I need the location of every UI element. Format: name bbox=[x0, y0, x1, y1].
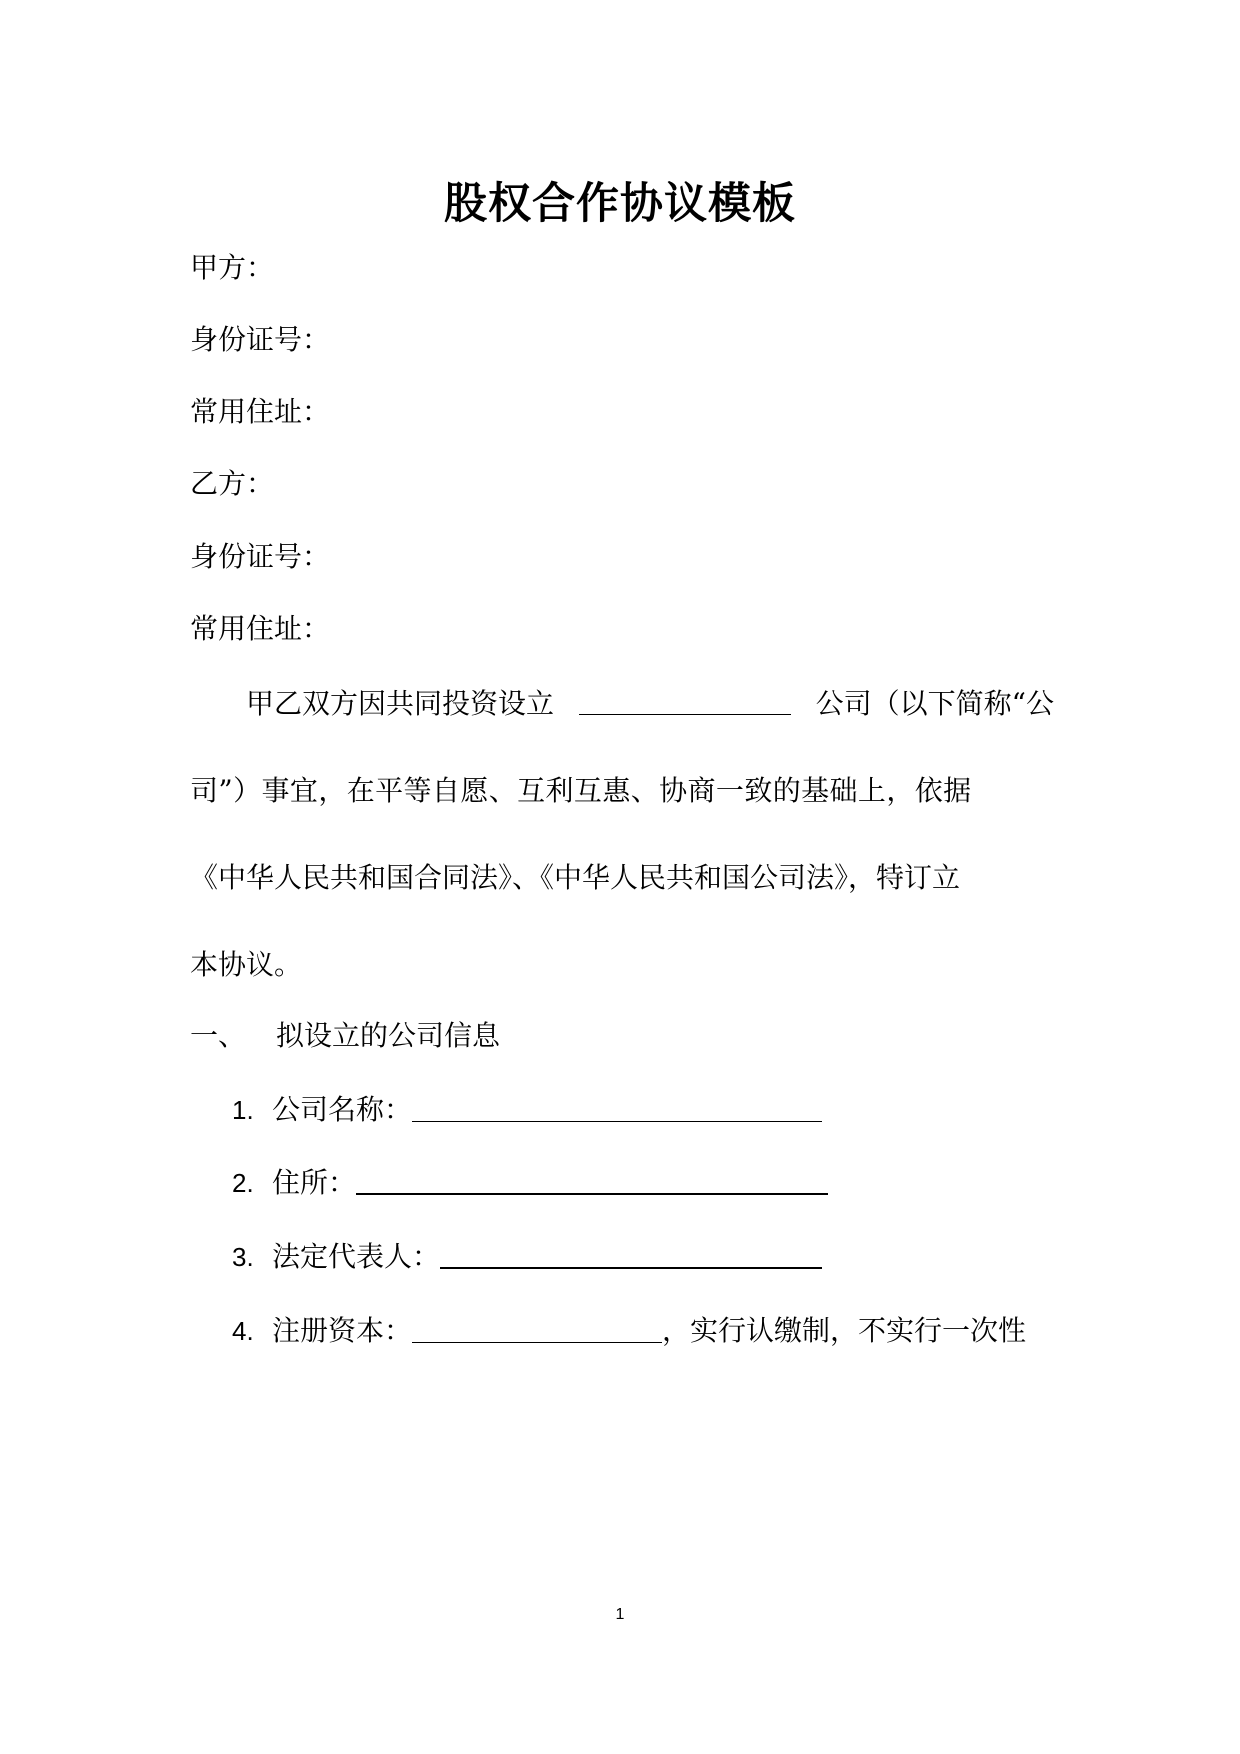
preamble-line-3 bbox=[190, 858, 1054, 898]
company-name-blank bbox=[579, 684, 791, 715]
party-b-id-label: 身份证号： bbox=[190, 540, 331, 573]
item-number: 3. bbox=[232, 1242, 254, 1272]
company-info-item-2 bbox=[232, 1163, 828, 1203]
preamble-line-3-text: 《中华人民共和国合同法》、《中华人民共和国公司法》，特订立 bbox=[190, 861, 961, 894]
page-number: 1 bbox=[615, 1606, 625, 1623]
preamble-line-1 bbox=[190, 684, 1054, 724]
company-info-item-3 bbox=[232, 1237, 822, 1277]
preamble-line-4-text: 本协议。 bbox=[190, 948, 303, 981]
company-info-item-1 bbox=[232, 1090, 822, 1130]
company-name-field-line bbox=[412, 1121, 822, 1122]
preamble-line-1-start: 甲乙双方因共同投资设立 bbox=[246, 687, 555, 720]
address-field-line bbox=[356, 1193, 828, 1195]
item-number: 2. bbox=[232, 1168, 254, 1198]
item-label: 公司名称： bbox=[272, 1093, 413, 1126]
party-a-label: 甲方： bbox=[190, 251, 275, 284]
document-title: 股权合作协议模板 bbox=[444, 179, 796, 229]
item-label: 住所： bbox=[272, 1166, 357, 1199]
item-label: 法定代表人： bbox=[272, 1240, 441, 1273]
section-1-heading bbox=[190, 1016, 500, 1056]
registered-capital-field-line bbox=[412, 1342, 662, 1343]
section-1-number: 一、 bbox=[190, 1019, 247, 1052]
section-1-title: 拟设立的公司信息 bbox=[276, 1019, 501, 1052]
party-a-id-label: 身份证号： bbox=[190, 323, 331, 356]
party-b-label: 乙方： bbox=[190, 467, 275, 500]
preamble-line-2 bbox=[190, 771, 1054, 811]
item-suffix: ，实行认缴制，不实行一次性 bbox=[662, 1314, 1027, 1347]
item-number: 1. bbox=[232, 1095, 254, 1125]
party-a-address-label: 常用住址： bbox=[190, 395, 331, 428]
preamble-line-2-text: 司”）事宜，在平等自愿、互利互惠、协商一致的基础上，依据 bbox=[190, 774, 972, 807]
company-info-item-4 bbox=[232, 1311, 1026, 1351]
preamble-line-4 bbox=[190, 945, 1054, 985]
item-label: 注册资本： bbox=[272, 1314, 413, 1347]
party-b-address-label: 常用住址： bbox=[190, 612, 331, 645]
item-number: 4. bbox=[232, 1316, 254, 1346]
preamble-line-1-end: 公司（以下简称“公 bbox=[815, 687, 1054, 720]
legal-representative-field-line bbox=[440, 1267, 822, 1269]
